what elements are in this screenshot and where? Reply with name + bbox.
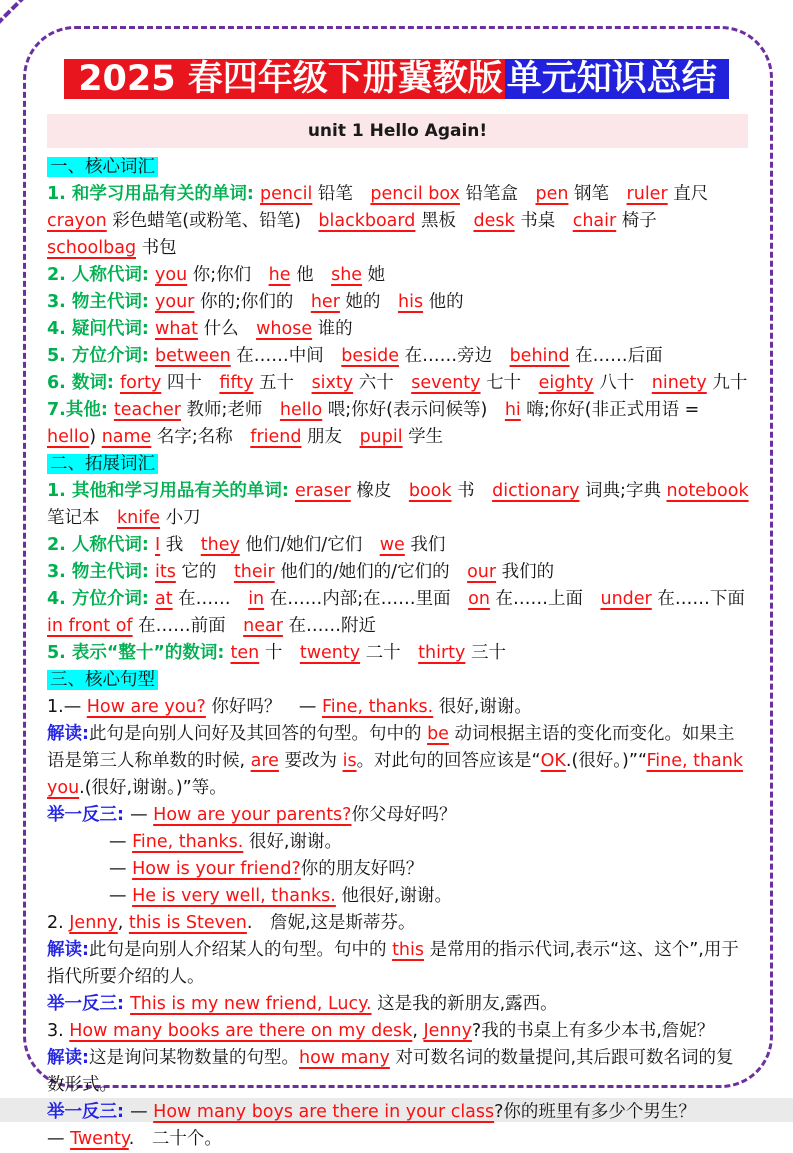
text-run: 他们的/她们的/它们的: [274, 562, 468, 582]
text-run: 。对此句的回答应该是“: [356, 751, 541, 771]
text-run: 这是询问某物数量的句型。: [89, 1048, 299, 1068]
text-run: 五十: [253, 373, 312, 393]
text-run: —: [109, 886, 133, 906]
text-run: 它的: [175, 562, 234, 582]
text-run: ninety: [651, 373, 707, 393]
content-line: [47, 262, 749, 289]
text-run: 举一反三:: [47, 994, 131, 1014]
text-run: 在……附近: [282, 616, 376, 636]
title-left: 2025 春四年级下册冀教版: [64, 59, 505, 99]
text-run: He is very well, thanks.: [132, 886, 336, 906]
text-run: 举一反三:: [47, 1102, 131, 1122]
text-run: 4. 疑问代词:: [47, 319, 156, 339]
content-line: [47, 694, 749, 721]
section-heading-text: 二、拓展词汇: [47, 454, 158, 474]
text-run: pencil: [260, 184, 313, 204]
text-run: notebook: [666, 481, 749, 501]
content-line: [47, 856, 749, 883]
text-run: 在……旁边: [399, 346, 510, 366]
text-run: 在……内部;在……里面: [264, 589, 469, 609]
text-run: 1. 其他和学习用品有关的单词:: [47, 481, 296, 501]
text-run: at: [155, 589, 173, 609]
text-run: 谁的: [312, 319, 353, 339]
text-run: you: [155, 265, 188, 285]
text-run: 举一反三:: [47, 805, 131, 825]
text-run: dictionary: [492, 481, 580, 501]
text-run: OK: [540, 751, 566, 771]
text-run: 书包: [136, 238, 177, 258]
text-run: 很好,谢谢。: [433, 697, 532, 717]
text-run: this is Steven: [128, 913, 247, 933]
text-run: 喂;你好(表示问候等): [322, 400, 505, 420]
text-run: 3. 物主代词:: [47, 562, 156, 582]
content-line: [47, 316, 749, 343]
text-run: ten: [230, 643, 260, 663]
content-line: [47, 532, 749, 559]
text-run: 什么: [198, 319, 257, 339]
text-run: —: [109, 859, 133, 879]
text-run: —: [130, 805, 154, 825]
text-run: 钢笔: [568, 184, 627, 204]
text-run: fifty: [219, 373, 254, 393]
text-run: eighty: [538, 373, 594, 393]
text-run: they: [200, 535, 240, 555]
text-run: whose: [256, 319, 313, 339]
content-line: [47, 1018, 749, 1045]
text-run: eraser: [295, 481, 351, 501]
content-line: [47, 910, 749, 937]
text-run: 你好吗？ —: [205, 697, 322, 717]
text-run: 这是我的新朋友,露西。: [371, 994, 558, 1014]
content-line: [47, 802, 749, 829]
content-line: [47, 991, 749, 1018]
content-line: [47, 1045, 749, 1099]
text-run: in: [248, 589, 265, 609]
text-run: its: [155, 562, 176, 582]
text-run: 他们/她们/它们: [239, 535, 380, 555]
corner-dash-decoration: [0, 0, 27, 26]
text-run: hi: [504, 400, 521, 420]
text-run: —: [47, 1129, 71, 1149]
text-run: 动词根据主语的变化而变化。如果主语是第三人称单数的时候,: [47, 724, 735, 771]
text-run: 椅子: [616, 211, 657, 231]
text-run: 5. 方位介词:: [47, 346, 156, 366]
content-line: [47, 829, 749, 856]
text-run: 她: [362, 265, 386, 285]
text-run: 解读:: [47, 724, 89, 744]
section-heading: [47, 451, 749, 478]
text-run: 她的: [339, 292, 398, 312]
section-heading: [47, 667, 749, 694]
text-run: This is my new friend, Lucy.: [130, 994, 372, 1014]
text-run: 是常用的指示代词,表示“这、这个”,用于指代所要介绍的人。: [47, 940, 739, 987]
text-run: knife: [117, 508, 161, 528]
text-run: 六十: [353, 373, 412, 393]
text-run: 八十: [593, 373, 652, 393]
text-run: 笔记本: [47, 508, 117, 528]
text-run: pupil: [359, 427, 403, 447]
text-run: ?我的书桌上有多少本书,詹妮？: [471, 1021, 715, 1041]
text-run: 你的;你们的: [194, 292, 311, 312]
text-run: teacher: [113, 400, 181, 420]
text-run: 解读:: [47, 940, 89, 960]
text-run: 十: [259, 643, 300, 663]
text-run: hello: [47, 427, 90, 447]
text-run: ruler: [626, 184, 668, 204]
text-run: 在……中间: [230, 346, 342, 366]
text-run: under: [600, 589, 652, 609]
text-run: sixty: [311, 373, 354, 393]
text-run: Jenny: [69, 913, 118, 933]
text-run: is: [342, 751, 357, 771]
text-run: 在……后面: [569, 346, 663, 366]
text-run: 我: [160, 535, 201, 555]
text-run: pen: [535, 184, 569, 204]
text-run: . 二十个。: [128, 1129, 222, 1149]
text-run: 朋友: [301, 427, 360, 447]
text-run: Fine, thank you: [47, 751, 744, 798]
text-run: 2. 人称代词:: [47, 535, 156, 555]
text-run: 二十: [360, 643, 419, 663]
content-line: [47, 343, 749, 370]
text-run: 此句是向别人问好及其回答的句型。句中的: [89, 724, 428, 744]
text-run: 四十: [161, 373, 220, 393]
text-run: your: [155, 292, 195, 312]
text-run: 他的: [423, 292, 464, 312]
text-run: 3.: [47, 1021, 70, 1041]
text-run: 词典;字典: [579, 481, 667, 501]
content-sections: [47, 154, 749, 1153]
text-run: 九十: [706, 373, 748, 393]
text-run: I: [155, 535, 161, 555]
text-run: —: [109, 832, 133, 852]
text-run: 铅笔盒: [459, 184, 536, 204]
section-heading-text: 三、核心句型: [47, 670, 158, 690]
text-run: thirty: [418, 643, 466, 663]
text-run: —: [130, 1102, 154, 1122]
text-run: 很好,谢谢。: [243, 832, 342, 852]
text-run: this: [392, 940, 424, 960]
text-run: 直尺: [667, 184, 709, 204]
text-run: name: [101, 427, 152, 447]
text-run: schoolbag: [47, 238, 137, 258]
text-run: twenty: [299, 643, 361, 663]
text-run: 7.其他:: [47, 400, 114, 420]
text-run: forty: [120, 373, 162, 393]
text-run: 七十: [480, 373, 539, 393]
text-run: beside: [341, 346, 399, 366]
text-run: in front of: [47, 616, 133, 636]
text-run: behind: [509, 346, 570, 366]
text-run: ?你的班里有多少个男生？: [494, 1102, 696, 1122]
text-run: 彩色蜡笔(或粉笔、铅笔): [106, 211, 319, 231]
text-run: 黑板: [415, 211, 474, 231]
text-run: between: [155, 346, 231, 366]
text-run: Jenny: [423, 1021, 472, 1041]
text-run: 他很好,谢谢。: [335, 886, 452, 906]
content-line: [47, 370, 749, 397]
section-heading-text: 一、核心词汇: [47, 157, 158, 177]
text-run: 要改为: [278, 751, 343, 771]
text-run: 学生: [402, 427, 444, 447]
text-run: . 詹妮,这是斯蒂芬。: [246, 913, 416, 933]
content-line: [47, 1126, 749, 1153]
content-line: [47, 478, 749, 532]
text-run: are: [250, 751, 279, 771]
text-run: ,: [117, 913, 129, 933]
text-run: blackboard: [318, 211, 416, 231]
text-run: 在……下面: [651, 589, 745, 609]
text-run: 此句是向别人介绍某人的句型。句中的: [89, 940, 393, 960]
text-run: 嗨;你好(非正式用语 =: [520, 400, 700, 420]
text-run: 橡皮: [350, 481, 409, 501]
text-run: her: [310, 292, 340, 312]
text-run: How many boys are there in your class: [153, 1102, 495, 1122]
text-run: Fine, thanks.: [321, 697, 434, 717]
text-run: 我们: [404, 535, 446, 555]
text-run: 3. 物主代词:: [47, 292, 156, 312]
text-run: 在……上面: [489, 589, 601, 609]
text-run: book: [408, 481, 452, 501]
text-run: his: [397, 292, 424, 312]
text-run: 2. 人称代词:: [47, 265, 156, 285]
text-run: 你的朋友好吗？: [300, 859, 424, 879]
text-run: on: [468, 589, 490, 609]
text-run: ): [89, 427, 102, 447]
text-run: 1. 和学习用品有关的单词:: [47, 184, 261, 204]
unit-title-bar: [47, 114, 748, 148]
page-title: [0, 52, 793, 107]
text-run: 2.: [47, 913, 70, 933]
unit-title: unit 1 Hello Again!: [307, 121, 488, 141]
text-run: 三十: [465, 643, 506, 663]
content-line: [47, 289, 749, 316]
text-run: How are you?: [86, 697, 206, 717]
text-run: pencil box: [370, 184, 460, 204]
text-run: friend: [250, 427, 302, 447]
text-run: be: [427, 724, 449, 744]
text-run: Twenty: [70, 1129, 129, 1149]
text-run: 名字;名称: [151, 427, 251, 447]
text-run: 铅笔: [312, 184, 371, 204]
text-run: 在……: [172, 589, 249, 609]
text-run: she: [331, 265, 363, 285]
content-line: [47, 721, 749, 802]
text-run: chair: [572, 211, 617, 231]
text-run: 5. 表示“整十”的数词:: [47, 643, 231, 663]
content-line: [47, 937, 749, 991]
text-run: 他: [290, 265, 332, 285]
text-run: what: [155, 319, 199, 339]
text-run: ,: [412, 1021, 424, 1041]
text-run: 我们的: [496, 562, 555, 582]
text-run: hello: [279, 400, 323, 420]
text-run: 你父母好吗？: [351, 805, 457, 825]
content-line: [47, 586, 749, 640]
text-run: 书: [451, 481, 493, 501]
text-run: How is your friend?: [132, 859, 301, 879]
text-run: 小刀: [160, 508, 201, 528]
content-line: [47, 181, 749, 262]
text-run: he: [268, 265, 291, 285]
text-run: 4. 方位介词:: [47, 589, 156, 609]
text-run: 在……前面: [132, 616, 244, 636]
text-run: How are your parents?: [153, 805, 352, 825]
text-run: their: [233, 562, 275, 582]
text-run: Fine, thanks.: [132, 832, 244, 852]
text-run: crayon: [47, 211, 107, 231]
text-run: 1.—: [47, 697, 87, 717]
section-heading: [47, 154, 749, 181]
title-right: 单元知识总结: [505, 59, 729, 99]
text-run: we: [379, 535, 405, 555]
text-run: desk: [473, 211, 515, 231]
text-run: 你;你们: [187, 265, 269, 285]
text-run: 书桌: [514, 211, 573, 231]
text-run: 解读:: [47, 1048, 89, 1068]
text-run: 教师;老师: [180, 400, 280, 420]
text-run: 6. 数词:: [47, 373, 121, 393]
text-run: How many books are there on my desk: [69, 1021, 413, 1041]
text-run: .(很好,谢谢。)”等。: [79, 778, 227, 798]
text-run: .(很好。)”“: [565, 751, 647, 771]
text-run: 对可数名词的数量提问,其后跟可数名词的复数形式。: [47, 1048, 734, 1095]
text-run: how many: [299, 1048, 390, 1068]
text-run: seventy: [411, 373, 481, 393]
content-line: [47, 640, 749, 667]
content-line: [47, 397, 749, 451]
text-run: near: [243, 616, 283, 636]
text-run: our: [467, 562, 497, 582]
content-line: [47, 883, 749, 910]
content-line: [47, 559, 749, 586]
